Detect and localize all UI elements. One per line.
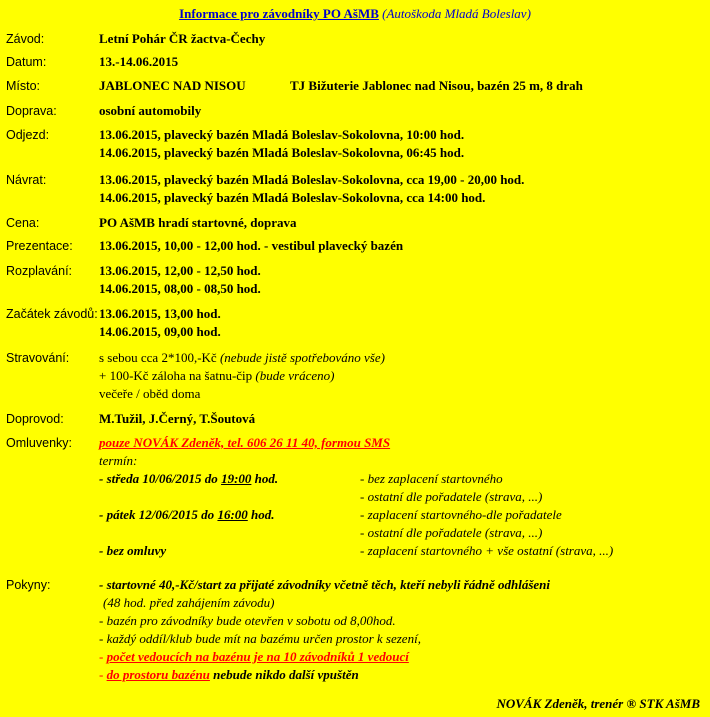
stravovani-note-2: (bude vráceno): [255, 368, 335, 383]
deadline-a-result-2: - ostatní dle pořadatele (strava, ...): [360, 489, 543, 504]
label-rozplavani: Rozplavání:: [6, 264, 73, 278]
value-datum: 13.-14.06.2015: [99, 54, 179, 69]
deadline-c-result-1: - zaplacení startovného + vše ostatní (strava, ...): [360, 543, 614, 558]
deadline-a-time: 19:00: [221, 471, 252, 486]
rozplavani-line-1: 13.06.2015, 12,00 - 12,50 hod.: [99, 263, 261, 278]
navrat-line-1: 13.06.2015, plavecký bazén Mladá Boleslav-Sokolovna, cca 19,00 - 20,00 hod.: [99, 172, 525, 187]
value-prezentace: 13.06.2015, 10,00 - 12,00 hod. - vestibul plavecký bazén: [99, 238, 404, 253]
label-omluvenky: Omluvenky:: [6, 436, 72, 450]
odjezd-line-2: 14.06.2015, plavecký bazén Mladá Boleslav-Sokolovna, 06:45 hod.: [99, 145, 465, 160]
pokyny-line-6-dash: -: [99, 667, 107, 682]
label-doprava: Doprava:: [6, 104, 57, 118]
omluvenky-termin: termín:: [99, 453, 138, 468]
pokyny-line-1: - startovné 40,-Kč/start za přijaté závodníky včetně těch, kteří nebyli řádně odhlášeni: [99, 577, 551, 592]
deadline-a-result-1: - bez zaplacení startovného: [360, 471, 503, 486]
deadline-b-prefix: - pátek 12/06/2015 do: [99, 507, 218, 522]
pokyny-line-5-dash: -: [99, 649, 107, 664]
value-misto-venue: TJ Bižuterie Jablonec nad Nisou, bazén 25 m, 8 drah: [290, 78, 583, 93]
footer-signature: NOVÁK Zdeněk, trenér ® STK AšMB: [496, 696, 700, 711]
value-cena: PO AšMB hradí startovné, doprava: [99, 215, 297, 230]
label-odjezd: Odjezd:: [6, 128, 50, 142]
stravovani-money: s sebou cca 2*100,-Kč: [99, 350, 220, 365]
pokyny-line-2: (48 hod. před zahájením závodu): [103, 595, 275, 610]
deadline-c-label: - bez omluvy: [99, 543, 167, 558]
deadline-b-result-1: - zaplacení startovného-dle pořadatele: [360, 507, 562, 522]
label-datum: Datum:: [6, 55, 47, 69]
rozplavani-line-2: 14.06.2015, 08,00 - 08,50 hod.: [99, 281, 261, 296]
deadline-a-suffix: hod.: [251, 471, 279, 486]
label-cena: Cena:: [6, 216, 40, 230]
omluvenky-contact: pouze NOVÁK Zdeněk, tel. 606 26 11 40, formou SMS: [99, 435, 391, 450]
label-navrat: Návrat:: [6, 173, 47, 187]
document-header: [0, 6, 710, 22]
pokyny-line-3: - bazén pro závodníky bude otevřen v sobotu od 8,00hod.: [99, 613, 396, 628]
deadline-b-time: 16:00: [217, 507, 248, 522]
odjezd-line-1: 13.06.2015, plavecký bazén Mladá Boleslav-Sokolovna, 10:00 hod.: [99, 127, 465, 142]
deadline-b-suffix: hod.: [247, 507, 275, 522]
deadline-b-result-2: - ostatní dle pořadatele (strava, ...): [360, 525, 543, 540]
navrat-line-2: 14.06.2015, plavecký bazén Mladá Boleslav-Sokolovna, cca 14:00 hod.: [99, 190, 486, 205]
value-misto-city: JABLONEC NAD NISOU: [99, 78, 246, 93]
header-subtitle: (Autoškoda Mladá Boleslav): [382, 6, 531, 21]
header-title-link[interactable]: Informace pro závodníky PO AšMB: [179, 6, 379, 21]
pokyny-line-6-rest: nebude nikdo další vpuštěn: [209, 667, 359, 682]
pokyny-line-6-highlight: do prostoru bazénu: [106, 667, 210, 682]
label-prezentace: Prezentace:: [6, 239, 73, 253]
label-zacatek: Začátek závodů:: [6, 307, 98, 321]
deadline-a-prefix: - středa 10/06/2015 do: [99, 471, 222, 486]
zacatek-line-2: 14.06.2015, 09,00 hod.: [99, 324, 221, 339]
label-pokyny: Pokyny:: [6, 578, 51, 592]
stravovani-deposit: + 100-Kč záloha na šatnu-čip: [99, 368, 256, 383]
label-misto: Místo:: [6, 79, 41, 93]
label-zavod: Závod:: [6, 32, 45, 46]
value-zavod: Letní Pohár ČR žactva-Čechy: [99, 31, 266, 46]
stravovani-meals: večeře / oběd doma: [99, 386, 201, 401]
zacatek-line-1: 13.06.2015, 13,00 hod.: [99, 306, 221, 321]
value-doprava: osobní automobily: [99, 103, 202, 118]
value-doprovod: M.Tužil, J.Černý, T.Šoutová: [99, 411, 256, 426]
label-stravovani: Stravování:: [6, 351, 70, 365]
stravovani-note-1: (nebude jistě spotřebováno vše): [219, 350, 385, 365]
pokyny-line-4: - každý oddíl/klub bude mít na bazému určen prostor k sezení,: [99, 631, 421, 646]
label-doprovod: Doprovod:: [6, 412, 64, 426]
pokyny-line-5: počet vedoucích na bazénu je na 10 závodníků 1 vedoucí: [106, 649, 409, 664]
